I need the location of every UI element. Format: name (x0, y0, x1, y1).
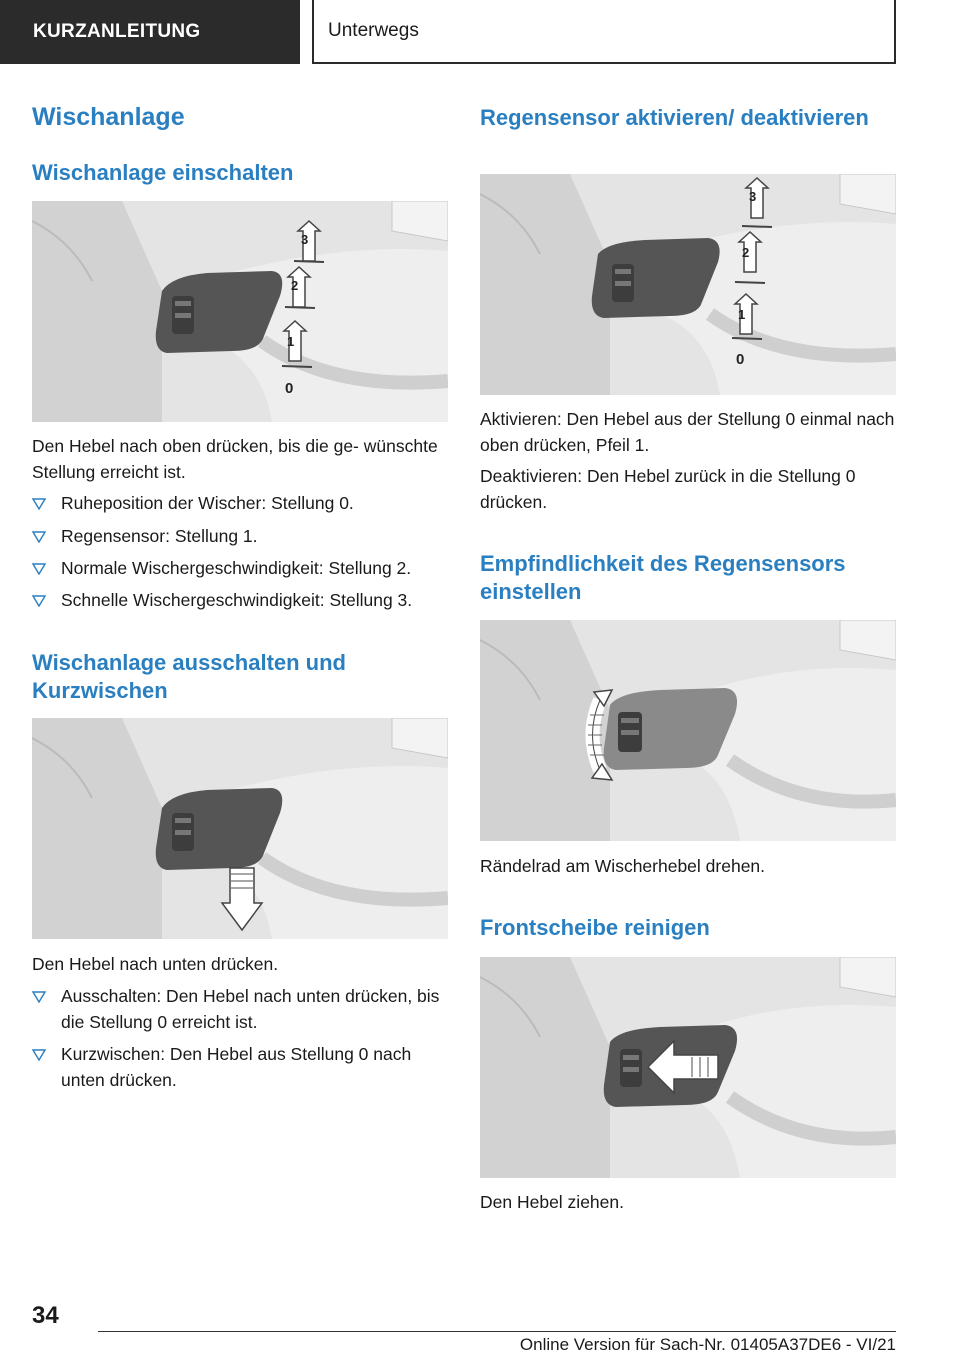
list-item: Normale Wischergeschwindigkeit: Stellung 2. (32, 555, 448, 581)
page-number: 34 (32, 1302, 59, 1329)
label-0: 0 (736, 351, 745, 368)
wiper-lever-down-image (32, 718, 448, 939)
wiper-on-text: Den Hebel nach oben drücken, bis die ge‐ wünschte Stellung erreicht ist. (32, 436, 438, 482)
list-item: Schnelle Wischergeschwindigkeit: Stellung 3. (32, 587, 448, 613)
triangle-bullet-icon (32, 555, 46, 581)
footer-version-text: Online Version für Sach-Nr. 01405A37DE6 - VI/21 (519, 1335, 896, 1354)
footer-divider (98, 1331, 896, 1332)
pull-lever-image (480, 957, 896, 1178)
label-1: 1 (287, 334, 295, 349)
wiper-off-text: Den Hebel nach unten drücken. (32, 954, 279, 974)
heading-wiper-off: Wischanlage ausschalten und Kurzwischen (32, 650, 346, 703)
sensitivity-text: Rändelrad am Wischerhebel drehen. (480, 856, 766, 876)
heading-sensitivity: Empfindlichkeit des Regensensors einstellen (480, 551, 846, 604)
triangle-bullet-icon (32, 587, 46, 613)
chapter-tab: Unterwegs (312, 0, 896, 64)
triangle-bullet-icon (32, 490, 46, 516)
knurled-wheel-image (480, 620, 896, 841)
label-3: 3 (301, 232, 309, 247)
wiper-lever-positions-image (32, 201, 448, 422)
label-2: 2 (291, 278, 299, 293)
windscreen-clean-text: Den Hebel ziehen. (480, 1192, 624, 1212)
list-item: Ausschalten: Den Hebel nach unten drücken, bis die Stellung 0 erreicht ist. (32, 983, 448, 1035)
triangle-bullet-icon (32, 983, 46, 1009)
section-tab: KURZANLEITUNG (0, 0, 300, 64)
triangle-bullet-icon (32, 523, 46, 549)
rain-sensor-deactivate-text: Deaktivieren: Den Hebel zurück in die Stellung 0 drücken. (480, 466, 856, 512)
label-3: 3 (749, 189, 757, 204)
label-0: 0 (285, 380, 294, 397)
triangle-bullet-icon (32, 1041, 46, 1067)
rain-sensor-activate-text: Aktivieren: Den Hebel aus der Stellung 0 einmal nach oben drücken, Pfeil 1. (480, 409, 895, 455)
list-item: Ruheposition der Wischer: Stellung 0. (32, 490, 448, 516)
heading-wiper-on: Wischanlage einschalten (32, 160, 294, 185)
list-item: Kurzwischen: Den Hebel aus Stellung 0 nach unten drücken. (32, 1041, 448, 1093)
rain-sensor-lever-image (480, 174, 896, 395)
label-2: 2 (742, 245, 750, 260)
page-header (0, 0, 960, 66)
list-item: Regensensor: Stellung 1. (32, 523, 448, 549)
heading-windscreen-clean: Frontscheibe reinigen (480, 915, 710, 940)
heading-rain-sensor: Regensensor aktivieren/ deaktivieren (480, 105, 869, 130)
page-title: Wischanlage (32, 103, 185, 131)
label-1: 1 (738, 307, 746, 322)
